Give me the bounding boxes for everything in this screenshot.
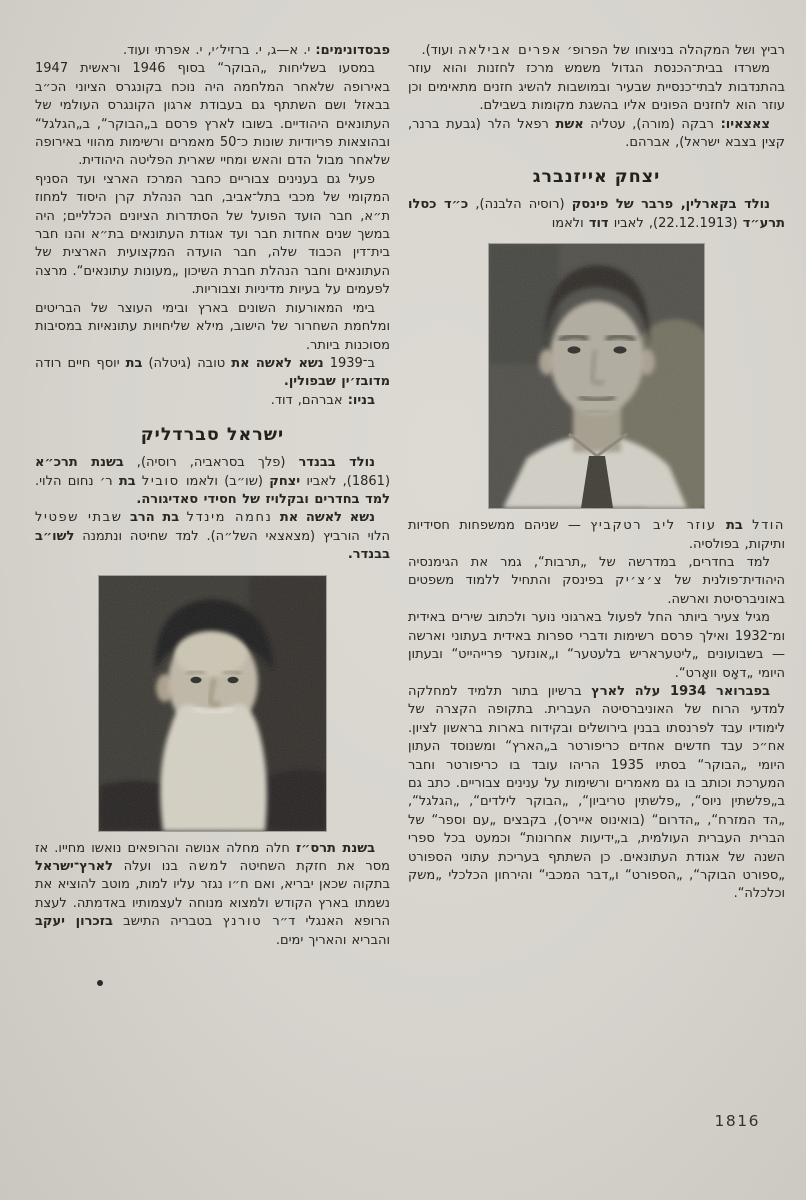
text-run: בת <box>725 518 743 534</box>
text-run: בניו: <box>347 392 375 408</box>
text-run: לשו״ב בבנדר. <box>35 528 390 563</box>
text-run: נולד בקארלין, פרבר של פינסק <box>571 197 770 213</box>
portrait-young-man-photo <box>489 244 704 508</box>
end-dot-icon <box>97 980 103 986</box>
text-run: בזכרון יעקב <box>35 914 113 930</box>
text-run: דוד <box>588 215 609 231</box>
text-run: מגיל צעיר ביותר החל לפעול בארגוני נוער ולכתוב שירים באידית ומ־1932 ואילך פרסם רשימות ודברי ספרות באידית בעתוני וארשה — בשבועונים „ליטעראריש בלעטער“ ו„אונזער פרייהייט“ ובעתון היומי „דאָס וואָרט“. <box>408 610 785 681</box>
text-run <box>179 510 186 525</box>
text-run: פעיל גם בענינים צבוריים כחבר המרכז הארצי ועד הסניף המקומי של מכבי בתל־אביב, חבר הנהלת קרן היסוד למחוז ת״א, חבר הועד הפועל של הסתדרות הציונים הכלליים; היה במשך שנים אחדות חבר ועד אגודת העתונאים בת״א והנו חבר בית־דין הכבוד שלה, חבר הועדה המקצועית הארצית של העתונאים וחבר הנהלת חברת השיכון „מעונות עתונאים“. מרצה לפעמים על בעיות מדיניות וצבוריות. <box>35 171 390 298</box>
entry-end-mark <box>35 976 390 986</box>
text-run: בת <box>125 355 143 371</box>
paragraph <box>35 171 390 300</box>
column-right <box>408 42 785 904</box>
text-run: טורנץ <box>222 914 263 930</box>
portrait-photo-israel-sverdlik <box>99 576 326 831</box>
paragraph <box>35 509 390 564</box>
text-run: רבקה (מורה), עטליה <box>583 116 721 132</box>
text-run: יוסף חיים רודה <box>35 355 126 371</box>
text-run: בטבריה התישב <box>112 914 223 930</box>
text-run: (רוסיה הלבנה), <box>468 197 572 213</box>
paragraph <box>35 300 390 355</box>
text-run: והבריא והאריך ימים. <box>275 932 390 948</box>
text-run <box>123 510 130 525</box>
text-run: — שניהם ממשפחות חסידיות ותיקות, בפולסיה. <box>408 518 785 552</box>
text-run: רביץ ושל המקהלה בניצוחו של הפרופ׳ <box>561 43 785 58</box>
entry-heading-yitzhak-eisenberg: יצחק אייזנברג <box>532 167 661 188</box>
text-run: בפינסק והתחיל ללמוד משפטים באוניברסיטת וארשה. <box>408 573 785 607</box>
text-run: אשת <box>555 116 584 132</box>
text-run: עוזר ליב רטקביץ <box>590 518 717 534</box>
text-run: אברהם, דוד. <box>270 392 348 408</box>
text-run: כ״ד כסלו תרע״ד <box>408 197 785 231</box>
text-run: ב־1939 <box>323 355 375 371</box>
text-run: למד בחדרים ובקלויז של חסידי סאדיגורה. <box>136 491 390 507</box>
text-run: (פלך בסראביה, רוסיה), <box>123 455 299 471</box>
text-run: בשנת תרס״ז <box>295 840 375 856</box>
paragraph <box>35 840 390 950</box>
text-run: במסעו בשליחות „הבוקר“ בסוף 1946 וראשית 1947 באירופה שלאחר המלחמה היה נוכח בקונגרס הציוני הכ״ב בבאזל ושם השתתף גם בעבודת ארגון הקונגרס העולמי של העתונאים היהודיים. בשובו לארץ פרסם ב„הבוקר“, ב„הגלגל“ ובהוצאות פריודיות שונות כ־50 מאמרים ורשימות מהווי באירופה שלאחר מבול הדם והאש ומחיי שארית הפליטה היהודית. <box>35 61 390 169</box>
paragraph <box>35 355 390 392</box>
two-column-layout <box>35 42 785 986</box>
text-run: לארץ־ישראל <box>35 858 113 874</box>
text-run: נשא לאשה את <box>279 510 376 526</box>
entry-heading-israel-sverdlik: ישראל סברדליק <box>140 425 285 446</box>
text-run: למשה <box>188 858 229 874</box>
text-run: רפאל הלר (גבעת ברנר, קצין בצבא ישראל), אברהם. <box>408 116 785 151</box>
paragraph <box>408 683 785 904</box>
text-run: ולאמו <box>551 215 589 231</box>
page-number: 1816 <box>714 1112 760 1130</box>
text-run: שבתי שפטיל <box>35 510 123 526</box>
text-run: מדובז׳ין שבפולין. <box>283 374 390 390</box>
text-run: בשנת תרכ״א <box>35 455 124 471</box>
text-run: בתקוה שכאן יבריא, ואם ח״ו נגזר עליו למות, מוטב להוציא את נשמתו בארץ הקודש ולמצוא מנוחה לעצמותיו באדמתה. לעצת הרופא האנגלי ד״ר <box>35 877 390 930</box>
column-left <box>35 42 390 986</box>
text-run <box>717 518 726 533</box>
text-run: ועוד). <box>421 43 459 58</box>
portrait-elderly-bearded-man-photo <box>99 576 326 831</box>
paragraph <box>35 42 390 60</box>
text-run: למד בחדרים, במדרשה של „תרבות“, גמר את הגימנסיה היהודית־פולנית של <box>408 555 785 589</box>
text-run: צ׳צ׳יק <box>615 573 664 589</box>
text-run: י. א—ג, י. ברזיל׳י, י. אפרתי ועוד. <box>123 43 316 58</box>
text-run: בנו ועלה <box>113 858 189 874</box>
text-run: (22.12.1913), לאביו <box>608 215 743 231</box>
text-run: חלה מחלה אנושה והרופאים נואשו מחייו. אז מסר את חזקת השחיטה <box>35 840 390 874</box>
text-run: אפרים אבילאה <box>458 43 562 58</box>
text-run <box>272 510 279 525</box>
text-run: בימי המאורעות השונים בארץ ובימי העוצר של הבריטים ומלחמת השחרור של הישוב, מילא שליחויות עתונאיות במסיבות מסוכנות ביותר. <box>35 300 390 353</box>
paragraph <box>408 517 785 554</box>
text-run: יצחק <box>269 473 301 489</box>
text-run: משרדו בבית־הכנסת הגדול משמש מרכז לחזנות והוא עוזר בהתנדבות לבתי־כנסיית שבעיר ובמושבות להשיג חזנים מתאימים וכן עוזר הוא לחזנים הפונים אליו בהשגת מקומות בשבילם. <box>408 61 785 114</box>
text-run: צאצאיו: <box>720 116 770 132</box>
paragraph <box>408 60 785 115</box>
text-run: טובה (גיטלה) <box>142 355 232 371</box>
portrait-photo-yitzhak-eisenberg <box>489 244 704 508</box>
text-run: (1861), לאביו <box>300 473 391 489</box>
paragraph <box>35 454 390 509</box>
text-run: הלוי הורביץ (מצאצאי השל״ה). למד שחיטה ונתמנה <box>74 528 390 544</box>
text-run: בת <box>118 473 136 489</box>
text-run: הודל <box>752 518 786 534</box>
text-run: בת הרב <box>129 510 180 526</box>
text-run: נחמה מינדל <box>186 510 273 526</box>
text-run <box>743 518 752 533</box>
text-run: פבסדונימים: <box>315 43 390 58</box>
paragraph <box>35 392 390 410</box>
text-run: (שו״ב) ולאמו <box>179 473 270 489</box>
paragraph <box>35 60 390 170</box>
text-run: ברשיון בתור תלמיד למחלקה למדעי הרוח של האוניברסיטה העברית. בתקופה הקצרה של לימודיו עבד לפרנסתו בבנין בירושלים ובקידוח בארות בראשון לציון. אח״כ עבד חדשים אחדים כריפורטר ב„הארץ“ ומשנוסד העתון היומי „הבוקר“ בסתיו 1935 הריהו עובד בו כריפורטר וחבר המערכת וכותב בו גם מאמרים ורשימות על ענינים צבוריים. כתב גם ב„פלשתין ניוס“, „פלשתין טריביון“, „הבוקר לילדים“, „הגלגל“, „הד המזרח“, „הדרום“ (בואינוס איירס), בקבצים „עם וספר“ של הברית העברית העולמית, ב„ידיעות אחרונות“ וכמעט בכל ספרי השנה של אגודת העתונאים. כן השתתף בעריכת עתוני הספורט „ספורט הבוקר“, „הספורט“ ו„דבר המכבי“ והירחון הכלכלי „משק וכלכלה“. <box>408 683 786 902</box>
text-run: בפברואר 1934 עלה לארץ <box>591 683 771 699</box>
text-run: סוביל <box>141 473 180 489</box>
text-run: נשא לאשה את <box>231 355 324 371</box>
paragraph <box>408 609 785 683</box>
paragraph <box>408 554 785 609</box>
text-run: נולד בבנדר <box>298 455 375 471</box>
paragraph <box>408 116 785 153</box>
paragraph <box>408 42 785 60</box>
text-run: ר׳ נחום הלוי. <box>35 473 119 489</box>
paragraph <box>408 196 785 233</box>
